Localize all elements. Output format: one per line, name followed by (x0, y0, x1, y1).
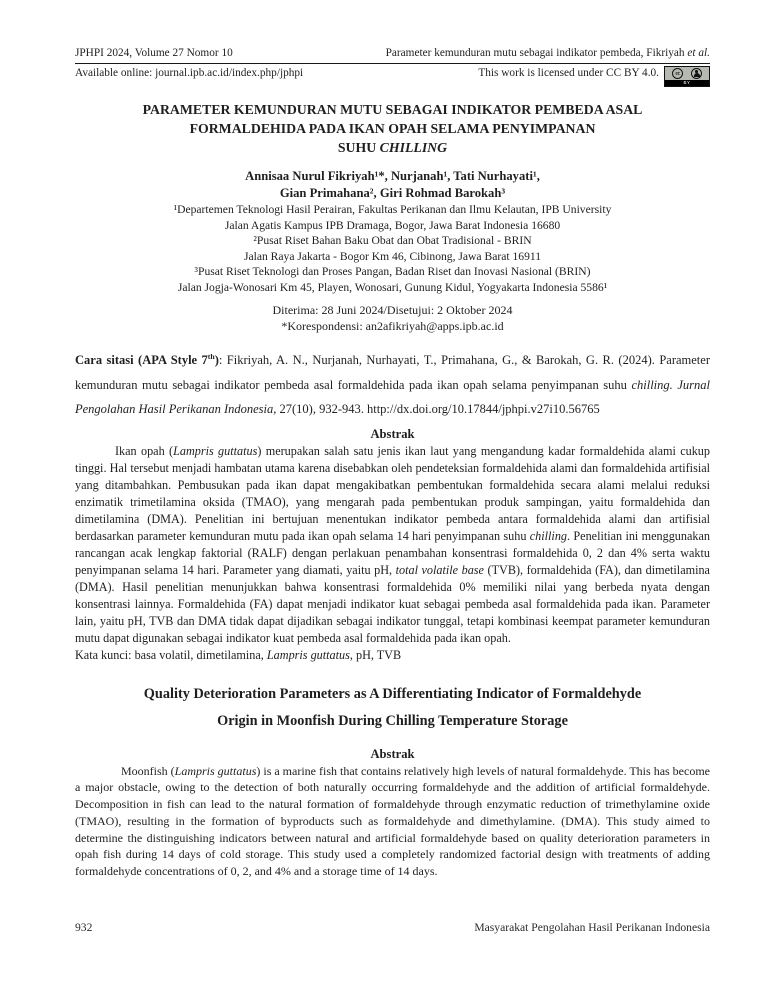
title-line: Quality Deterioration Parameters as A Differentiating Indicator of Formaldehyde (143, 685, 642, 702)
person-icon-body (694, 73, 700, 77)
header-row-2 (75, 66, 710, 89)
article-title-en (75, 681, 710, 735)
citation-instructions: Cara sitasi (APA Style 7th): Fikriyah, A. N., Nurjanah, Nurhayati, T., Primahana, G., & Barokah, G. R. (2024). Parameter kemunduran mutu sebagai indikator pembeda asal formaldehida pada ikan opah selama penyimpanan suhu chilling. Jurnal Pengolahan Hasil Perikanan Indonesia, 27(10), 932-943. http://dx.doi.org/10.17844/jphpi.v27i10.56765 (75, 351, 710, 416)
affiliations (75, 202, 710, 295)
title-line: PARAMETER KEMUNDURAN MUTU SEBAGAI INDIKATOR PEMBEDA ASAL (142, 102, 643, 117)
person-icon (691, 68, 702, 79)
cc-badge-icons (665, 67, 709, 80)
running-title: Parameter kemunduran mutu sebagai indikator pembeda, Fikriyah et al. (385, 47, 710, 59)
page-number: 932 (75, 921, 93, 934)
abstract-heading-en: Abstrak (370, 746, 415, 761)
correspondence-email: *Korespondensi: an2afikriyah@apps.ipb.ac.id (281, 319, 504, 333)
journal-issue-label: JPHPI 2024, Volume 27 Nomor 10 (75, 47, 233, 59)
affiliation-line: ²Pusat Riset Bahan Baku Obat dan Obat Tradisional - BRIN (253, 234, 532, 247)
author-list (75, 168, 710, 202)
affiliation-line: Jalan Raya Jakarta - Bogor Km 46, Cibinong, Jawa Barat 16911 (243, 249, 542, 263)
affiliation-line: Jalan Jogja-Wonosari Km 45, Playen, Wonosari, Gunung Kidul, Yogyakarta Indonesia 5586¹ (177, 280, 608, 294)
authors-line: Gian Primahana², Giri Rohmad Barokah³ (279, 186, 506, 200)
dates-block (75, 302, 710, 334)
received-accepted-dates: Diterima: 28 Juni 2024/Disetujui: 2 Oktober 2024 (272, 303, 513, 317)
title-line: Origin in Moonfish During Chilling Temperature Storage (217, 712, 568, 729)
license-text: This work is licensed under CC BY 4.0. (478, 67, 659, 79)
society-name: Masyarakat Pengolahan Hasil Perikanan Indonesia (474, 921, 710, 934)
header-divider (75, 63, 710, 64)
abstract-body-en: Moonfish (Lampris guttatus) is a marine fish that contains relatively high levels of natural formaldehyde. This has become a major obstacle, owing to the detection of both naturally occurring formaldehyde and the addition of artificial formaldehyde. Decomposition in fish can lead to the natural formation of formaldehyde through enzymatic reduction of trimethylamine oxide (TMAO), resulting in the formation of byproducts such as formaldehyde and dimethylamine. (DMA). This study aimed to determine the distinguishing indicators between natural and artificial formaldehyde based on quality deterioration parameters in opah fish during 14 days of cold storage. This study used a completely randomized factorial design with treatments of adding formaldehyde concentrations of 0, 2, and 4% and a storage time of 14 days. (75, 763, 710, 879)
affiliation-line: ³Pusat Riset Teknologi dan Proses Pangan, Badan Riset dan Inovasi Nasional (BRIN) (194, 265, 591, 278)
person-icon-head (695, 70, 698, 73)
cc-by-label: BY (665, 80, 709, 86)
authors-line: Annisaa Nurul Fikriyah¹*, Nurjanah¹, Tati Nurhayati¹, (245, 169, 540, 183)
page-footer (75, 921, 710, 934)
keywords-id: Kata kunci: basa volatil, dimetilamina, Lampris guttatus, pH, TVB (75, 647, 402, 662)
article-title-id (75, 100, 710, 157)
affiliation-line: Jalan Agatis Kampus IPB Dramaga, Bogor, Jawa Barat Indonesia 16680 (224, 218, 561, 232)
abstract-heading-id: Abstrak (370, 426, 415, 441)
affiliation-line: ¹Departemen Teknologi Hasil Perairan, Fakultas Perikanan dan Ilmu Kelautan, IPB University (173, 203, 612, 216)
abstract-body-id: Ikan opah (Lampris guttatus) merupakan salah satu jenis ikan laut yang mengandung kadar formaldehida alami cukup tinggi. Hal tersebut menjadi hambatan utama karena disebabkan oleh pendeteksian formaldehida alami dan formaldehida artifisial yang ditambahkan. Pembusukan pada ikan dapat mengakibatkan pembentukan formaldehida secara alami melalui reduksi enzimatik trimetilamina oksida (TMAO), yang mengarah pada pembentukan produk sampingan, yaitu formaldehida dan dimetilamina (DMA). Penelitian ini bertujuan menentukan indikator pembeda antara formaldehida alami dan artifisial berdasarkan parameter kemunduran mutu pada ikan opah selama 14 hari penyimpanan suhu chilling. Penelitian ini menggunakan rancangan acak lengkap faktorial (RALF) dengan perlakuan penambahan konsentrasi formaldehida 0, 2 dan 4% serta waktu penyimpanan selama 14 hari. Parameter yang diamati, yaitu pH, total volatile base (TVB), formaldehida (FA), dan dimetilamina (DMA). Hasil penelitian menunjukkan bahwa konsentrasi formaldehida 0% memiliki nilai yang berbeda nyata dengan konsentrasi lainnya. Formaldehida (FA) dapat menjadi indikator kuat sebagai pembeda asal formaldehida pada ikan. Parameter lain, yaitu pH, TVB dan DMA tidak dapat dijadikan sebagai indikator tunggal, tetapi kombinasi keempat parameter kemunduran mutu dapat digunakan sebagai indikator kuat pembeda asal formaldehida pada ikan opah. (75, 443, 710, 645)
available-online-url: Available online: journal.ipb.ac.id/index.php/jphpi (75, 67, 304, 79)
title-line: FORMALDEHIDA PADA IKAN OPAH SELAMA PENYIMPANAN (189, 121, 596, 136)
cc-icon (672, 68, 683, 79)
license-block (478, 66, 710, 87)
page-header (75, 46, 710, 89)
header-row-1 (75, 46, 710, 63)
title-line: SUHU CHILLING (337, 140, 448, 155)
cc-icon-letters: cc (675, 70, 680, 77)
cc-by-badge (664, 66, 710, 87)
